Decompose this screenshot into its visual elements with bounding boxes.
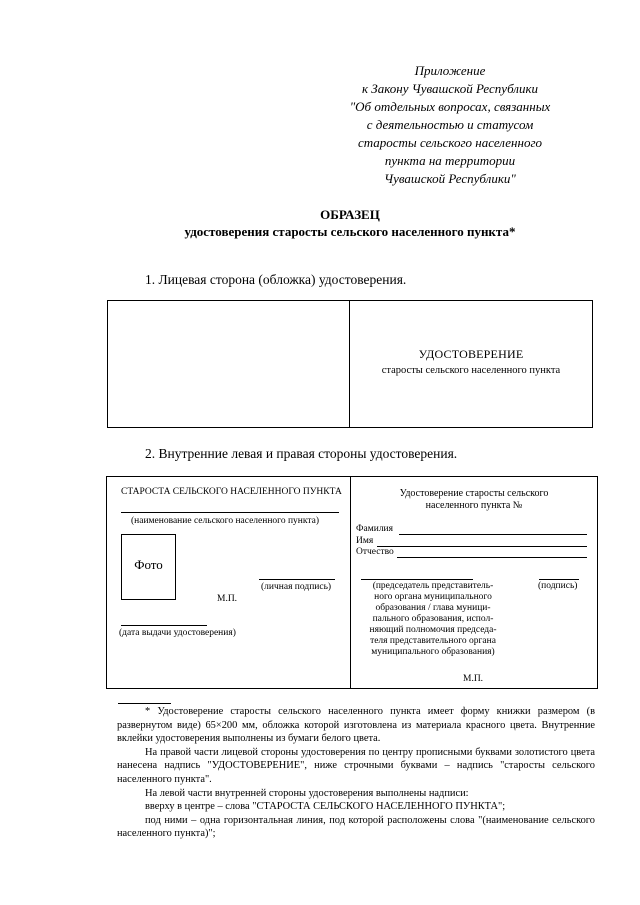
footnote-paragraph: На правой части лицевой стороны удостоверения по центру прописными буквами золотистого цвета нанесена надпись "УДОСТОВЕРЕНИЕ", ниже строчными буквами – надпись "старосты сельского населенного пункта".	[117, 746, 595, 785]
field-patronymic: Отчество	[356, 547, 394, 557]
signature-caption: (личная подпись)	[261, 582, 332, 592]
cover-subtitle: старосты сельского населенного пункта	[381, 365, 561, 376]
chair-caption-line: няющий полномочия председа-	[369, 625, 497, 635]
signature-line	[259, 579, 335, 580]
chair-caption-line: ного органа муниципального	[374, 592, 492, 602]
appendix-line: "Об отдельных вопросах, связанных	[349, 99, 551, 114]
footnote-paragraph: вверху в центре – слова "СТАРОСТА СЕЛЬСКОГО НАСЕЛЕННОГО ПУНКТА";	[145, 801, 506, 813]
field-surname: Фамилия	[356, 524, 394, 534]
inner-right-heading-line2: населенного пункта №	[425, 500, 523, 511]
field-patronymic-line	[397, 557, 587, 558]
footnote-paragraph: под ними – одна горизонтальная линия, под которой расположены слова "(наименование сельского населенного пункта)";	[117, 814, 595, 840]
issue-date-caption: (дата выдачи удостоверения)	[119, 628, 236, 638]
issue-date-line	[121, 625, 207, 626]
inner-sample	[106, 476, 598, 689]
inner-left-heading: СТАРОСТА СЕЛЬСКОГО НАСЕЛЕННОГО ПУНКТА	[121, 487, 342, 497]
appendix-line: с деятельностью и статусом	[366, 117, 534, 132]
appendix-line: пункта на территории	[384, 153, 516, 168]
cover-sample	[107, 300, 593, 428]
section-1-heading: 1. Лицевая сторона (обложка) удостоверения.	[145, 272, 407, 287]
inner-right-heading-line1: Удостоверение старосты сельского	[399, 488, 549, 499]
chair-caption-line: (председатель представитель-	[372, 581, 494, 591]
field-name-line	[377, 546, 587, 547]
chair-line	[361, 579, 473, 580]
field-name: Имя	[356, 536, 374, 546]
chair-caption	[361, 581, 505, 658]
title-line-1: ОБРАЗЕЦ	[320, 207, 380, 222]
chair-caption-line: пального образования, испол-	[372, 614, 494, 624]
inner-right-heading	[351, 488, 597, 512]
stamp-right: М.П.	[463, 674, 484, 684]
cover-title: УДОСТОВЕРЕНИЕ	[418, 347, 524, 361]
footnote-paragraph: На левой части внутренней стороны удостоверения выполнены надписи:	[145, 787, 469, 799]
footnote	[117, 705, 595, 841]
sign-caption: (подпись)	[538, 581, 578, 591]
appendix-line: Чувашской Республики"	[384, 171, 516, 186]
field-surname-line	[399, 534, 587, 535]
chair-caption-line: образования / глава муници-	[375, 603, 491, 613]
photo-frame	[121, 534, 176, 600]
footnote-paragraph: * Удостоверение старосты сельского населенного пункта имеет форму книжки размером (в развернутом виде) 65×200 мм, обложка которой изготовлена из материала красного цвета. Внутренние вклейки удостоверения выполнены из бумаги белого цвета.	[117, 706, 595, 745]
settlement-caption: (наименование сельского населенного пункта)	[131, 516, 320, 526]
settlement-line	[121, 512, 339, 513]
photo-label: Фото	[134, 557, 163, 572]
footnote-divider	[118, 703, 171, 704]
chair-caption-line: теля представительного органа	[370, 636, 496, 646]
section-2-heading: 2. Внутренние левая и правая стороны удостоверения.	[145, 446, 458, 461]
sign-line	[539, 579, 579, 580]
appendix-line: к Закону Чувашской Республики	[361, 81, 539, 96]
appendix-header	[300, 62, 600, 188]
appendix-line: Приложение	[414, 63, 486, 78]
document-title	[0, 206, 640, 240]
chair-caption-line: муниципального образования)	[371, 647, 495, 657]
title-line-2: удостоверения старосты сельского населенного пункта*	[184, 224, 516, 239]
stamp-left: М.П.	[217, 594, 238, 604]
appendix-line: старосты сельского населенного	[357, 135, 543, 150]
cover-right-side	[350, 347, 592, 376]
